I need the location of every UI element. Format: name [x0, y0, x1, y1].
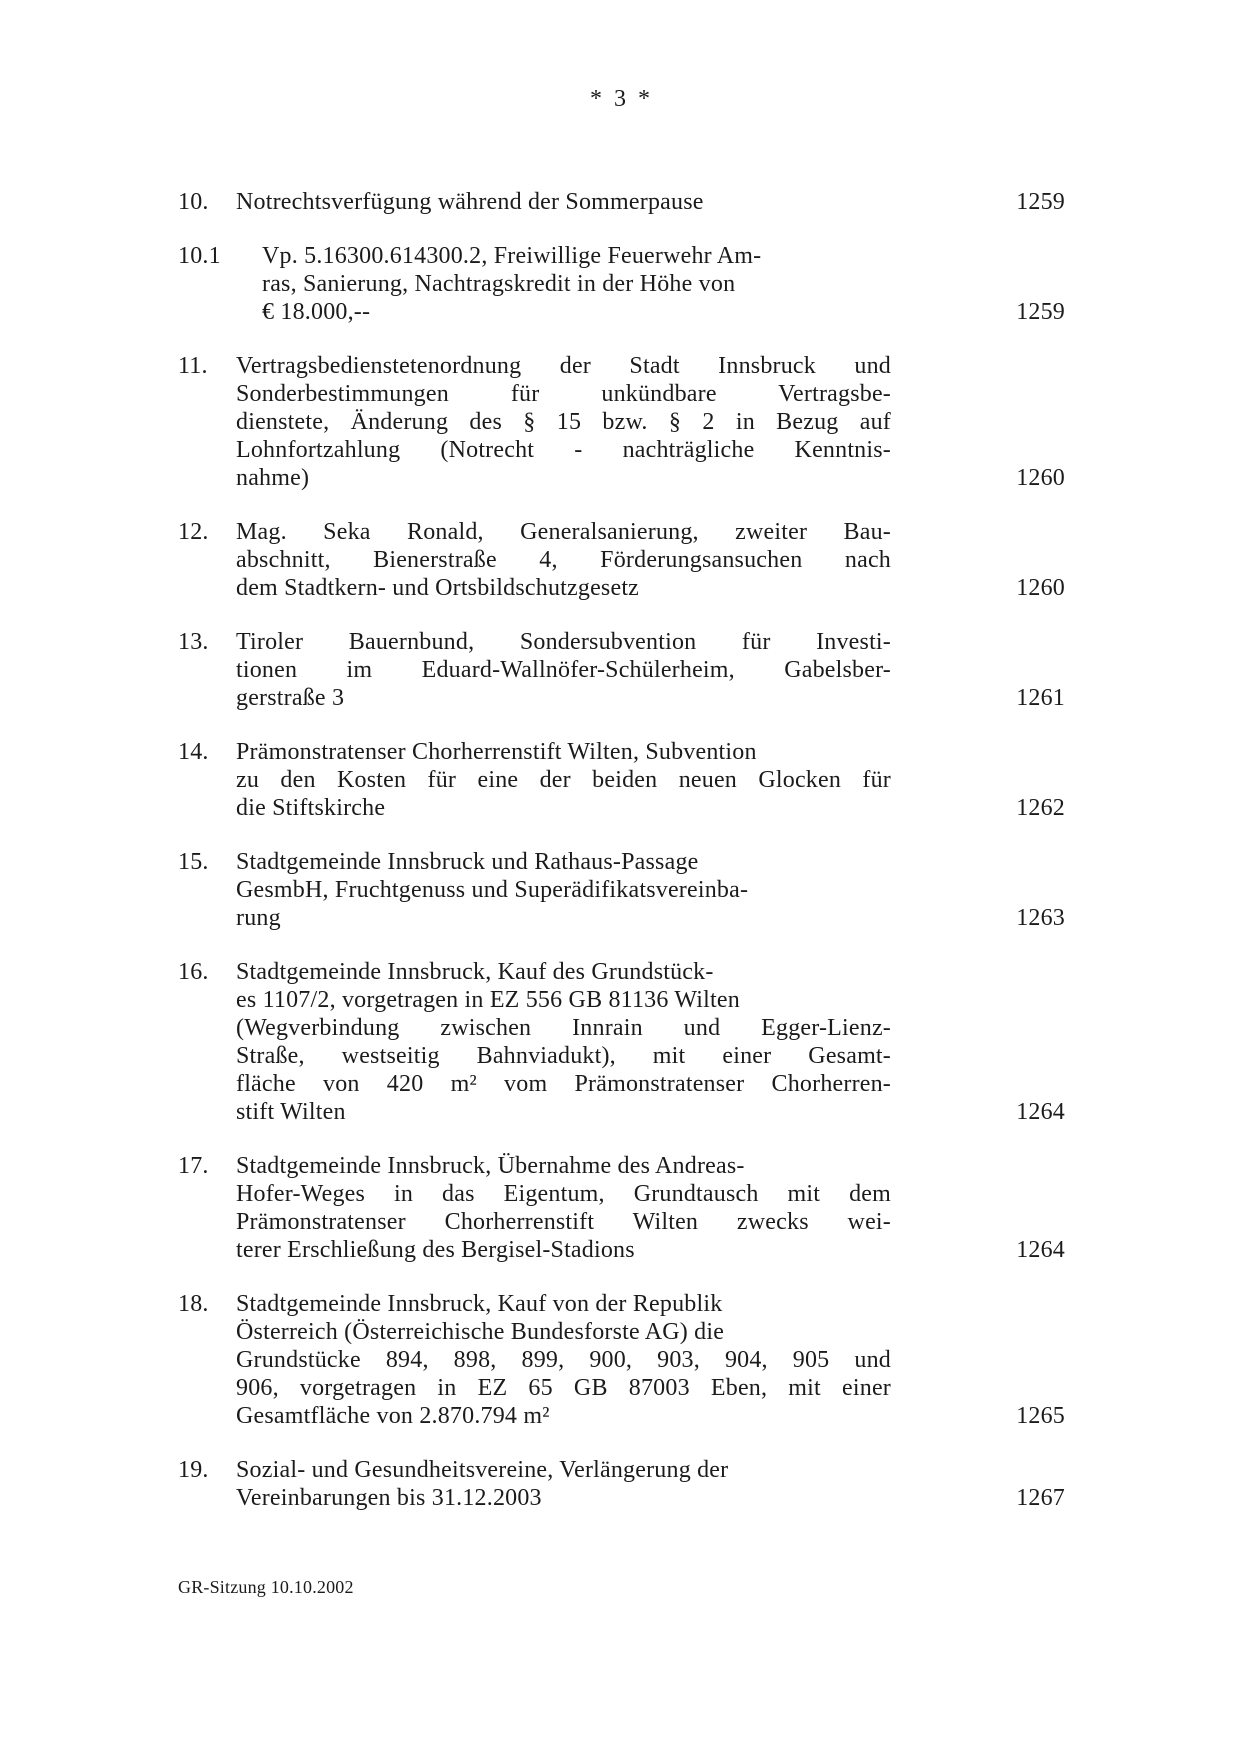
- item-text-line: tionen im Eduard-Wallnöfer-Schülerheim, Gabelsber-: [236, 657, 891, 683]
- item-text-line: abschnitt, Bienerstraße 4, Förderungsansuchen nach: [236, 547, 891, 573]
- item-text-line: 906, vorgetragen in EZ 65 GB 87003 Eben, mit einer: [236, 1375, 891, 1401]
- item-text-line: Vertragsbedienstetenordnung der Stadt Innsbruck und: [236, 353, 891, 379]
- item-text-line: Sozial- und Gesundheitsvereine, Verlängerung der: [236, 1457, 729, 1483]
- toc-item: [178, 352, 1065, 492]
- footer-meeting-label: GR-Sitzung 10.10.2002: [178, 1577, 354, 1597]
- item-number: 12.: [178, 519, 209, 545]
- item-text-line: Lohnfortzahlung (Notrecht - nachträgliche Kenntnis-: [236, 437, 891, 463]
- item-text-line: die Stiftskirche: [236, 795, 386, 821]
- item-page-ref: 1263: [1016, 905, 1065, 931]
- item-number: 10.1: [178, 243, 221, 269]
- item-number: 19.: [178, 1457, 209, 1483]
- item-number: 14.: [178, 739, 209, 765]
- item-number: 11.: [178, 353, 208, 379]
- item-number: 18.: [178, 1291, 209, 1317]
- toc-item: [178, 848, 1065, 932]
- item-text: [236, 188, 891, 216]
- item-text-line: Prämonstratenser Chorherrenstift Wilten zwecks wei-: [236, 1209, 891, 1235]
- item-text-line: Stadtgemeinde Innsbruck, Kauf des Grundstück-: [236, 959, 714, 985]
- item-text-line: Hofer-Weges in das Eigentum, Grundtausch mit dem: [236, 1181, 891, 1207]
- item-page-ref: 1260: [1016, 575, 1065, 601]
- item-page-ref: 1261: [1016, 685, 1065, 711]
- item-text-line: Stadtgemeinde Innsbruck, Kauf von der Republik: [236, 1291, 723, 1317]
- item-text-line: Sonderbestimmungen für unkündbare Vertragsbe-: [236, 381, 891, 407]
- item-text-line: nahme): [236, 465, 310, 491]
- toc-item: [178, 958, 1065, 1126]
- item-text-line: (Wegverbindung zwischen Innrain und Egger-Lienz-: [236, 1015, 891, 1041]
- toc-item: [178, 1152, 1065, 1264]
- item-text-line: zu den Kosten für eine der beiden neuen Glocken für: [236, 767, 891, 793]
- item-text-line: Vp. 5.16300.614300.2, Freiwillige Feuerwehr Am-: [262, 243, 762, 269]
- item-text-line: Stadtgemeinde Innsbruck, Übernahme des Andreas-: [236, 1153, 745, 1179]
- item-text: [236, 848, 891, 932]
- item-text-line: Notrechtsverfügung während der Sommerpause: [236, 189, 704, 215]
- item-page-ref: 1260: [1016, 465, 1065, 491]
- item-number: 10.: [178, 189, 209, 215]
- item-text: [236, 1290, 891, 1430]
- item-text: [236, 518, 891, 602]
- item-number: 16.: [178, 959, 209, 985]
- toc-item: [178, 1290, 1065, 1430]
- item-page-ref: 1259: [1016, 299, 1065, 325]
- item-text-line: Österreich (Österreichische Bundesforste AG) die: [236, 1319, 725, 1345]
- toc-item: [178, 628, 1065, 712]
- item-page-ref: 1259: [1016, 189, 1065, 215]
- item-text: [236, 242, 891, 326]
- item-number: 15.: [178, 849, 209, 875]
- toc-item: [178, 1456, 1065, 1512]
- item-text-line: Prämonstratenser Chorherrenstift Wilten, Subvention: [236, 739, 757, 765]
- item-text-line: gerstraße 3: [236, 685, 345, 711]
- item-text-line: Vereinbarungen bis 31.12.2003: [236, 1485, 542, 1511]
- item-text-line: rung: [236, 905, 281, 931]
- item-text-line: Grundstücke 894, 898, 899, 900, 903, 904, 905 und: [236, 1347, 891, 1373]
- item-text-line: Mag. Seka Ronald, Generalsanierung, zweiter Bau-: [236, 519, 891, 545]
- item-page-ref: 1267: [1016, 1485, 1065, 1511]
- item-text-line: dienstete, Änderung des § 15 bzw. § 2 in Bezug auf: [236, 409, 891, 435]
- item-text-line: Gesamtfläche von 2.870.794 m²: [236, 1403, 550, 1429]
- item-number: 13.: [178, 629, 209, 655]
- item-text: [236, 958, 891, 1126]
- page-number-header: * 3 *: [590, 86, 653, 112]
- item-text: [236, 738, 891, 822]
- item-page-ref: 1264: [1016, 1099, 1065, 1125]
- toc-item: [178, 518, 1065, 602]
- item-text-line: dem Stadtkern- und Ortsbildschutzgesetz: [236, 575, 640, 601]
- item-text: [236, 1152, 891, 1264]
- item-text-line: es 1107/2, vorgetragen in EZ 556 GB 81136 Wilten: [236, 987, 740, 1013]
- item-text-line: € 18.000,--: [262, 299, 371, 325]
- item-text-line: ras, Sanierung, Nachtragskredit in der Höhe von: [262, 271, 736, 297]
- item-text-line: Tiroler Bauernbund, Sondersubvention für Investi-: [236, 629, 891, 655]
- item-text: [236, 628, 891, 712]
- item-page-ref: 1264: [1016, 1237, 1065, 1263]
- item-text: [236, 1456, 891, 1512]
- item-text-line: Stadtgemeinde Innsbruck und Rathaus-Passage: [236, 849, 699, 875]
- toc-item: [178, 188, 1065, 216]
- item-page-ref: 1262: [1016, 795, 1065, 821]
- item-text-line: terer Erschließung des Bergisel-Stadions: [236, 1237, 635, 1263]
- item-text-line: fläche von 420 m² vom Prämonstratenser Chorherren-: [236, 1071, 891, 1097]
- toc-item: [178, 738, 1065, 822]
- item-text-line: GesmbH, Fruchtgenuss und Superädifikatsvereinba-: [236, 877, 749, 903]
- item-page-ref: 1265: [1016, 1403, 1065, 1429]
- item-number: 17.: [178, 1153, 209, 1179]
- toc-list: [178, 188, 1065, 1538]
- toc-item: [178, 242, 1065, 326]
- item-text: [236, 352, 891, 492]
- item-text-line: Straße, westseitig Bahnviadukt), mit einer Gesamt-: [236, 1043, 891, 1069]
- item-text-line: stift Wilten: [236, 1099, 346, 1125]
